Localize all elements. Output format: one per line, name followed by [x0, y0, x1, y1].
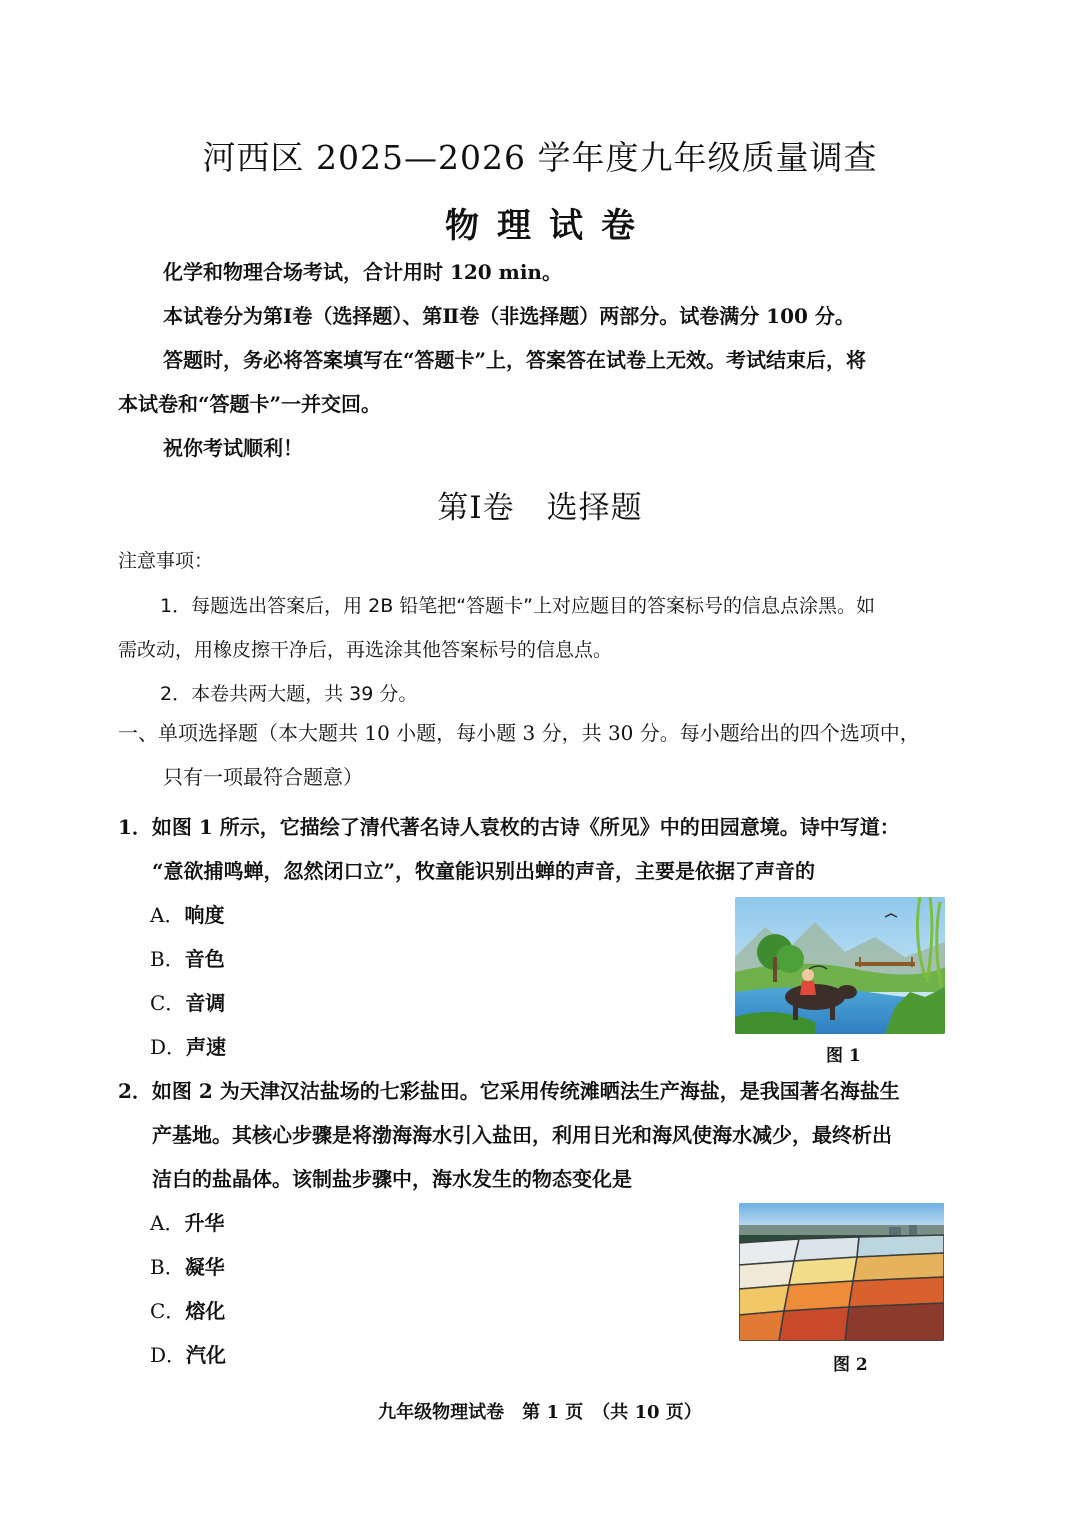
q1-option-d[interactable]: [150, 1031, 226, 1060]
q2-stem-line-1: 2．如图 2 为天津汉沽盐场的七彩盐田。它采用传统滩晒法生产海盐，是我国著名海盐生: [118, 1079, 900, 1103]
note-2: 2．本卷共两大题，共 39 分。: [160, 683, 418, 705]
option-letter: A．: [150, 1211, 185, 1235]
section-title: 第Ⅰ卷 选择题: [437, 490, 643, 526]
option-text: 汽化: [186, 1343, 227, 1367]
q2-option-c[interactable]: [150, 1295, 225, 1324]
option-text: 音色: [184, 947, 225, 971]
option-text: 熔化: [185, 1299, 226, 1323]
q1-option-a[interactable]: [150, 899, 224, 928]
q1-option-c[interactable]: [150, 987, 225, 1016]
option-text: 升华: [184, 1211, 225, 1235]
option-letter: D．: [150, 1035, 187, 1059]
q1-stem-line-2: “意欲捕鸣蝉，忽然闭口立”，牧童能识别出蝉的声音，主要是依据了声音的: [152, 859, 816, 883]
option-text: 声速: [186, 1035, 227, 1059]
figure-1-image: [735, 897, 945, 1034]
option-text: 响度: [184, 903, 225, 927]
option-letter: B．: [150, 947, 185, 971]
option-letter: A．: [150, 903, 185, 927]
option-letter: D．: [150, 1343, 187, 1367]
q2-option-d[interactable]: [150, 1339, 226, 1368]
part1-heading-line-2: 只有一项最符合题意）: [163, 765, 363, 789]
note-1b: 需改动，用橡皮擦干净后，再选涂其他答案标号的信息点。: [118, 639, 613, 661]
q2-stem-line-3: 洁白的盐晶体。该制盐步骤中，海水发生的物态变化是: [152, 1167, 632, 1191]
q2-option-b[interactable]: [150, 1251, 225, 1280]
option-text: 凝华: [184, 1255, 225, 1279]
option-letter: C．: [150, 991, 186, 1015]
exam-subtitle: 物理试卷: [445, 206, 653, 246]
figure-1-caption: 图 1: [826, 1046, 861, 1066]
option-letter: C．: [150, 1299, 186, 1323]
exam-title: 河西区 2025—2026 学年度九年级质量调查: [202, 138, 878, 177]
page-footer: 九年级物理试卷 第 1 页 （共 10 页）: [378, 1402, 702, 1423]
intro-line-3b: 本试卷和“答题卡”一并交回。: [118, 392, 382, 416]
q2-stem-line-2: 产基地。其核心步骤是将渤海海水引入盐田，利用日光和海风使海水减少，最终析出: [152, 1123, 892, 1147]
intro-line-3a: 答题时，务必将答案填写在“答题卡”上，答案答在试卷上无效。考试结束后，将: [163, 348, 867, 372]
pastoral-scene-illustration: [735, 897, 945, 1034]
salt-field-aerial-photo: [739, 1203, 944, 1341]
intro-line-2: 本试卷分为第Ⅰ卷（选择题）、第Ⅱ卷（非选择题）两部分。试卷满分 100 分。: [163, 304, 855, 328]
part1-heading-line-1: 一、单项选择题（本大题共 10 小题，每小题 3 分，共 30 分。每小题给出的四个选项中，: [118, 721, 920, 745]
note-1a: 1．每题选出答案后，用 2B 铅笔把“答题卡”上对应题目的答案标号的信息点涂黑。如: [160, 595, 875, 617]
option-text: 音调: [185, 991, 226, 1015]
intro-line-4: 祝你考试顺利！: [163, 436, 303, 460]
option-letter: B．: [150, 1255, 185, 1279]
q1-stem-line-1: 1．如图 1 所示，它描绘了清代著名诗人袁枚的古诗《所见》中的田园意境。诗中写道：: [118, 815, 900, 839]
figure-2-image: [739, 1203, 944, 1341]
q1-option-b[interactable]: [150, 943, 225, 972]
figure-2-caption: 图 2: [833, 1355, 868, 1375]
notes-heading: 注意事项：: [118, 550, 214, 572]
q2-option-a[interactable]: [150, 1207, 224, 1236]
intro-line-1: 化学和物理合场考试，合计用时 120 min。: [163, 260, 562, 284]
